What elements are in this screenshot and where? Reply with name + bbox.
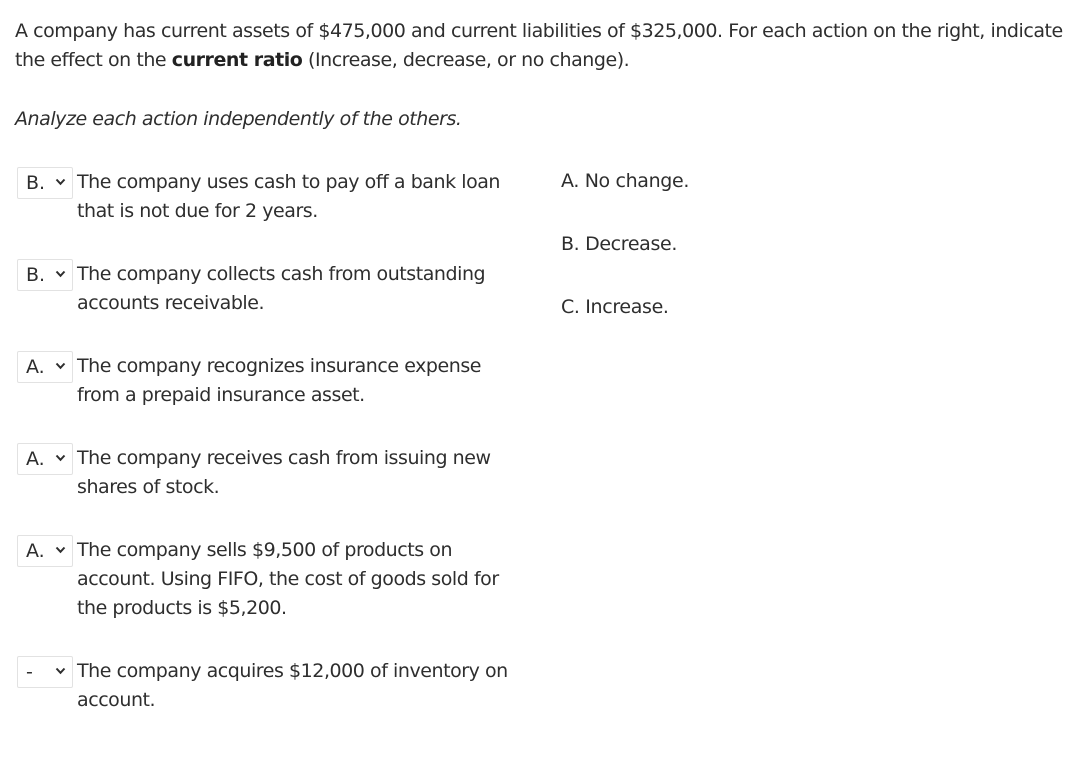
prompt-text-start: A company has current assets of $475,000 and current liabilities of $325,000. For each action on the right, indicate the effect on the (15, 20, 1063, 71)
action-text: The company acquires $12,000 of inventory on account. (77, 660, 508, 711)
answer-select-value: - (26, 661, 33, 683)
action-text: The company sells $9,500 of products on account. Using FIFO, the cost of goods sold for the products is $5,200. (77, 539, 499, 619)
chevron-down-icon (55, 454, 66, 462)
answer-select-value: B. (26, 264, 46, 286)
answer-select-5[interactable] (17, 535, 73, 567)
answer-select-6[interactable] (17, 656, 73, 688)
chevron-down-icon (55, 270, 66, 278)
question-prompt (15, 17, 1077, 75)
prompt-text-end: (Increase, decrease, or no change). (302, 49, 630, 71)
choice-decrease: B. Decrease. (561, 233, 678, 255)
choice-increase: C. Increase. (561, 296, 669, 318)
action-text: The company receives cash from issuing new shares of stock. (77, 447, 491, 498)
answer-select-3[interactable] (17, 351, 73, 383)
chevron-down-icon (55, 178, 66, 186)
choice-no-change: A. No change. (561, 170, 690, 192)
chevron-down-icon (55, 546, 66, 554)
action-text: The company uses cash to pay off a bank loan that is not due for 2 years. (77, 171, 501, 222)
answer-select-value: A. (26, 448, 45, 470)
instruction-text: Analyze each action independently of the others. (15, 108, 462, 130)
answer-select-value: A. (26, 356, 45, 378)
chevron-down-icon (55, 362, 66, 370)
prompt-bold-term: current ratio (171, 49, 303, 71)
action-text: The company collects cash from outstanding accounts receivable. (77, 263, 486, 314)
answer-select-4[interactable] (17, 443, 73, 475)
answer-select-value: A. (26, 540, 45, 562)
answer-select-1[interactable] (17, 167, 73, 199)
answer-choices (561, 167, 689, 356)
answer-select-value: B. (26, 172, 46, 194)
action-text: The company recognizes insurance expense from a prepaid insurance asset. (77, 355, 482, 406)
chevron-down-icon (55, 667, 66, 675)
answer-select-2[interactable] (17, 259, 73, 291)
